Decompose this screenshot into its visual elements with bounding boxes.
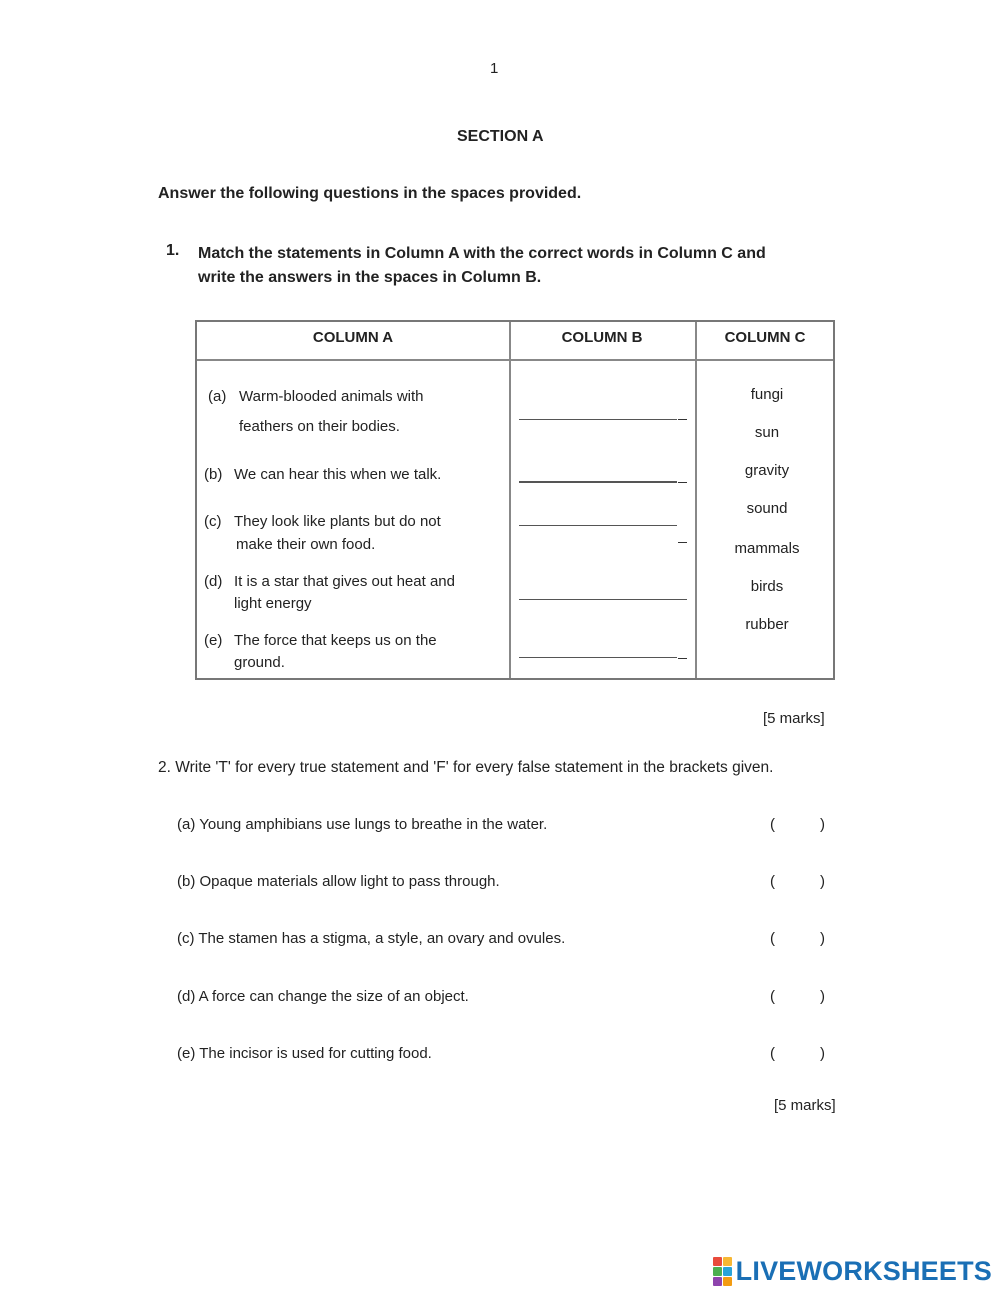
bracket-close: ) [820,1045,825,1062]
statement-line: We can hear this when we talk. [234,466,442,483]
tf-statement-c [177,930,857,947]
tf-statement-text: (e) The incisor is used for cutting food. [177,1045,432,1062]
bracket-close: ) [820,988,825,1005]
answer-line-c[interactable] [519,525,677,526]
logo-text: LIVEWORKSHEETS [735,1255,992,1286]
tf-statement-b [177,873,857,890]
word-option: gravity [744,462,790,479]
answer-dash [678,482,687,483]
column-c-header: COLUMN C [724,329,806,346]
word-option: fungi [750,386,784,403]
word-option: mammals [734,540,800,557]
bracket-close: ) [820,930,825,947]
question1-line2: write the answers in the spaces in Column B. [198,269,542,286]
statement-line: make their own food. [236,536,376,553]
instruction-text: Answer the following questions in the spaces provided. [158,185,582,202]
word-option: rubber [745,616,789,633]
bracket-open[interactable]: ( [770,1045,775,1062]
tf-statement-text: (b) Opaque materials allow light to pass through. [177,873,500,890]
tf-statement-text: (c) The stamen has a stigma, a style, an ovary and ovules. [177,930,566,947]
bracket-open[interactable]: ( [770,988,775,1005]
answer-line-e[interactable] [519,657,677,658]
statement-line: ground. [234,654,285,671]
tf-statement-text: (d) A force can change the size of an object. [177,988,469,1005]
statement-label: (a) [208,388,227,405]
bracket-open[interactable]: ( [770,930,775,947]
word-option: birds [750,578,784,595]
tf-statement-d [177,988,857,1005]
column-a-header: COLUMN A [312,329,394,346]
answer-dash [678,542,687,543]
logo-blocks-icon [713,1257,732,1286]
statement-line: Warm-blooded animals with [239,388,424,405]
header-divider [197,359,833,361]
column-b-header: COLUMN B [561,329,643,346]
question1-marks: [5 marks] [763,710,825,727]
question1-line1: Match the statements in Column A with the correct words in Column C and [198,245,766,262]
liveworksheets-logo [713,1254,992,1288]
answer-line-d[interactable] [519,599,687,600]
statement-label: (b) [204,466,223,483]
statement-label: (e) [204,632,223,649]
section-title: SECTION A [457,128,544,145]
statement-label: (d) [204,573,223,590]
answer-dash [678,419,687,420]
matching-table [195,320,835,680]
bracket-close: ) [820,816,825,833]
question1-prompt [198,242,818,290]
answer-line-a[interactable] [519,419,677,420]
statement-line: feathers on their bodies. [239,418,400,435]
answer-dash [678,658,687,659]
column-divider [509,322,511,678]
word-option: sound [746,500,788,517]
question1-number: 1. [166,242,180,259]
bracket-close: ) [820,873,825,890]
statement-line: It is a star that gives out heat and [234,573,455,590]
question2-intro: 2. Write 'T' for every true statement and 'F' for every false statement in the brackets given. [158,759,774,776]
answer-line-b[interactable] [519,481,677,483]
question2-marks: [5 marks] [774,1097,836,1114]
bracket-open[interactable]: ( [770,873,775,890]
word-option: sun [754,424,780,441]
statement-label: (c) [204,513,222,530]
tf-statement-e [177,1045,857,1062]
statement-line: light energy [234,595,312,612]
bracket-open[interactable]: ( [770,816,775,833]
statement-line: The force that keeps us on the [234,632,437,649]
page-number: 1 [490,60,499,77]
statement-line: They look like plants but do not [234,513,441,530]
tf-statement-text: (a) Young amphibians use lungs to breathe in the water. [177,816,548,833]
tf-statement-a [177,816,857,833]
